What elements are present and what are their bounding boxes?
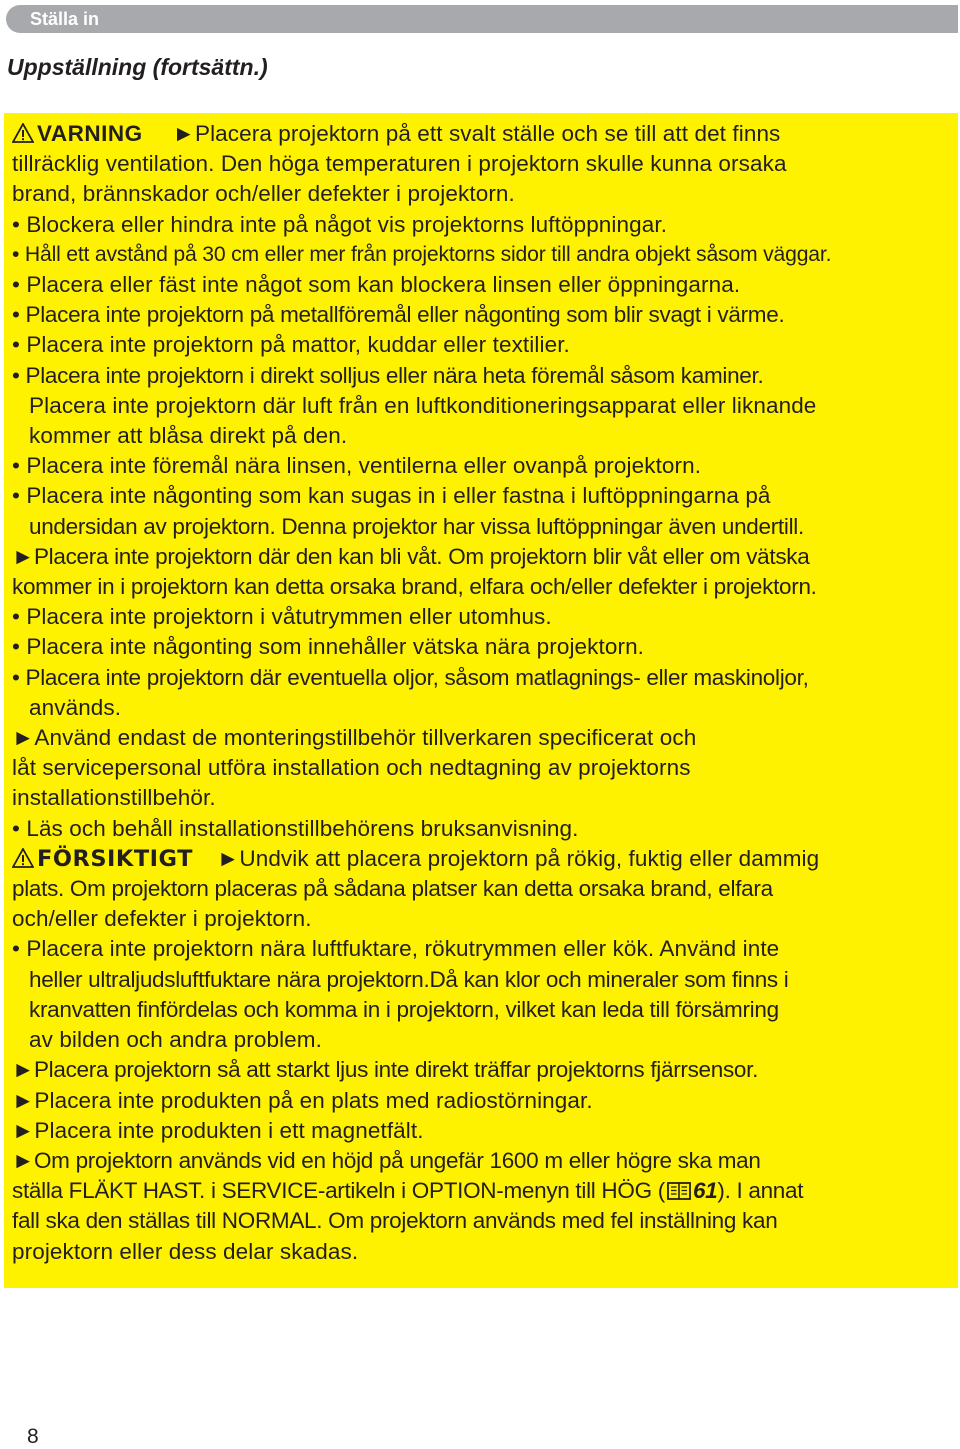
warning-text: ►Placera projektorn på ett svalt ställe och se till att det finns [172, 121, 781, 146]
caution-text: plats. Om projektorn placeras på sådana platser kan detta orsaka brand, elfara [12, 876, 773, 902]
caution-text: ►Undvik att placera projektorn på rökig, fuktig eller dammig [216, 845, 820, 871]
warning-text: tillräcklig ventilation. Den höga temperaturen i projektorn skulle kunna orsaka [12, 151, 787, 177]
bullet-continuation: undersidan av projektorn. Denna projektor har vissa luftöppningar även undertill. [29, 513, 804, 539]
page-number: 8 [27, 1425, 39, 1448]
warning-box [4, 113, 958, 1288]
warning-triangle-icon [12, 848, 34, 868]
bullet-continuation: används. [29, 694, 122, 720]
bullet-item: • Håll ett avstånd på 30 cm eller mer från projektorns sidor till andra objekt såsom väggar. [12, 242, 832, 266]
bullet-item: • Placera inte projektorn i direkt solljus eller nära heta föremål såsom kaminer. [12, 362, 764, 388]
bullet-continuation: heller ultraljudsluftfuktare nära projektorn.Då kan klor och mineraler som finns i [29, 966, 789, 992]
bullet-item: • Placera inte föremål nära linsen, ventilerna eller ovanpå projektorn. [12, 453, 702, 479]
warning-text: låt servicepersonal utföra installation och nedtagning av projektorns [12, 755, 691, 781]
caution-text: fall ska den ställas till NORMAL. Om projektorn används med fel inställning kan [12, 1208, 778, 1234]
book-reference-icon [667, 1181, 691, 1201]
bullet-item: • Placera inte projektorn på mattor, kuddar eller textilier. [12, 332, 570, 358]
bullet-item: • Placera eller fäst inte något som kan blockera linsen eller öppningarna. [12, 272, 741, 298]
warning-triangle-icon [12, 123, 34, 143]
bullet-item: • Placera inte projektorn på metallföremål eller någonting som blir svagt i värme. [12, 302, 785, 328]
caution-text: och/eller defekter i projektorn. [12, 906, 312, 932]
warning-heading-line [12, 119, 950, 149]
warning-text: installationstillbehör. [12, 785, 216, 811]
warning-text: ►Använd endast de monteringstillbehör tillverkaren specificerat och [12, 725, 697, 751]
warning-label: VARNING [37, 121, 143, 146]
caution-heading-line [12, 844, 950, 874]
bullet-item: • Placera inte projektorn där eventuella oljor, såsom matlagnings- eller maskinoljor, [12, 664, 809, 690]
warning-text: kommer in i projektorn kan detta orsaka brand, elfara och/eller defekter i projektorn. [12, 574, 817, 600]
bullet-item: • Placera inte projektorn nära luftfuktare, rökutrymmen eller kök. Använd inte [12, 936, 780, 962]
warning-text: brand, brännskador och/eller defekter i projektorn. [12, 181, 515, 207]
caution-text: ). I annat [717, 1178, 804, 1204]
caution-label: FÖRSIKTIGT [37, 845, 193, 872]
caution-text: ►Om projektorn används vid en höjd på ungefär 1600 m eller högre ska man [12, 1147, 761, 1173]
bullet-item: • Läs och behåll installationstillbehörens bruksanvisning. [12, 815, 579, 841]
caution-text: projektorn eller dess delar skadas. [12, 1238, 359, 1264]
bullet-item: • Placera inte projektorn i våtutrymmen eller utomhus. [12, 604, 552, 630]
bullet-item: • Placera inte någonting som kan sugas in i eller fastna i luftöppningarna på [12, 483, 771, 509]
bullet-continuation: kommer att blåsa direkt på den. [29, 423, 348, 449]
bullet-continuation: Placera inte projektorn där luft från en luftkonditioneringsapparat eller liknande [29, 392, 817, 418]
page-reference-link[interactable]: 61 [692, 1178, 718, 1204]
caution-text: ►Placera projektorn så att starkt ljus inte direkt träffar projektorns fjärrsensor. [12, 1057, 759, 1083]
bullet-continuation: kranvatten finfördelas och komma in i projektorn, vilket kan leda till försämring [29, 996, 779, 1022]
page-subtitle: Uppställning (fortsättn.) [7, 54, 268, 80]
bullet-item: • Blockera eller hindra inte på något vis projektorns luftöppningar. [12, 211, 668, 237]
caution-text: ställa FLÄKT HAST. i SERVICE-artikeln i OPTION-menyn till HÖG ( [12, 1178, 665, 1204]
caution-text: ►Placera inte produkten i ett magnetfält. [12, 1117, 424, 1143]
warning-text: ►Placera inte projektorn där den kan bli våt. Om projektorn blir våt eller om vätska [12, 543, 810, 569]
section-label: Ställa in [30, 9, 100, 29]
caution-text-with-reference [12, 1176, 950, 1206]
bullet-continuation: av bilden och andra problem. [29, 1027, 322, 1053]
caution-text: ►Placera inte produkten på en plats med radiostörningar. [12, 1087, 593, 1113]
section-header-bar [6, 5, 958, 33]
bullet-item: • Placera inte någonting som innehåller vätska nära projektorn. [12, 634, 645, 660]
